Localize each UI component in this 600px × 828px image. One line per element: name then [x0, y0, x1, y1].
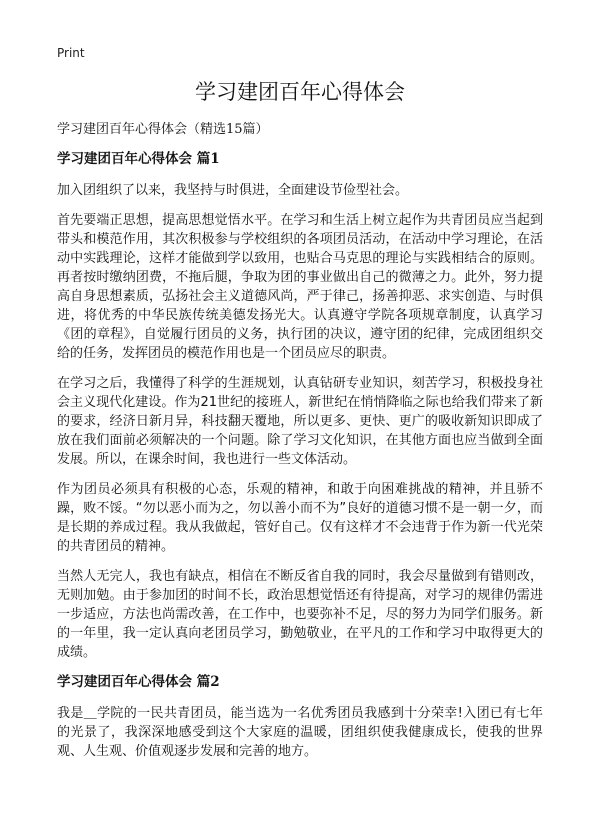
- paragraph: 我是＿学院的一民共青团员，能当选为一名优秀团员我感到十分荣幸!入团已有七年的光景了，我深深地感受到这个大家庭的温暖，团组织使我健康成长，使我的世界观、人生观、价值观逐步发展和完善的地方。: [57, 706, 543, 759]
- document-body: [57, 150, 543, 772]
- paragraph: 加入团组织了以来，我坚持与时俱进，全面建设节俭型社会。: [57, 183, 409, 198]
- paragraph: 首先要端正思想，提高思想觉悟水平。在学习和生活上树立起作为共青团员应当起到带头和模范作用，其次积极参与学校组织的各项团员活动，在活动中学习理论，在活动中实践理论，这样才能做到学以致用，也贴合马克思的理论与实践相结合的原则。再者按时缴纳团费，不拖后腿，争取为团的事业做出自己的微薄之力。此外，努力提高自身思想素质，弘扬社会主义道德风尚，严于律己，扬善抑恶、求实创造、与时俱进，将优秀的中华民族传统美德发扬光大。认真遵守学院各项规章制度，认真学习《团的章程》，自觉履行团员的义务，执行团的决议，遵守团的纪律，完成团组织交给的任务，发挥团员的模范作用也是一个团员应尽的职责。: [57, 213, 543, 361]
- paragraph: 在学习之后，我懂得了科学的生涯规划，认真钻研专业知识，刻苦学习，积极投身社会主义现代化建设。作为21世纪的接班人，新世纪在悄悄降临之际也给我们带来了新的要求，经济日新月异，科技翻天覆地，所以更多、更快、更广的吸收新知识即成了放在我们面前必须解决的一个问题。除了学习文化知识，在其他方面也应当做到全面发展。所以，在课余时间，我也进行一些文体活动。: [57, 376, 543, 467]
- section-heading: 学习建团百年心得体会 篇1: [57, 151, 220, 167]
- paragraph: 当然人无完人，我也有缺点，相信在不断反省自我的同时，我会尽量做到有错则改，无则加勉。由于参加团的时间不长，政治思想觉悟还有待提高，对学习的规律仍需进一步适应，方法也尚需改善，在工作中，也要弥补不足，尽的努力为同学们服务。新的一年里，我一定认真向老团员学习，勤勉敬业，在平凡的工作和学习中取得更大的成绩。: [57, 569, 543, 660]
- paragraph: 作为团员必须具有积极的心态，乐观的精神，和敢于向困难挑战的精神，并且骄不躁，败不馁。“勿以恶小而为之，勿以善小而不为”良好的道德习惯不是一朝一夕，而是长期的养成过程。我从我做起，管好自己。仅有这样才不会违背于作为新一代光荣的共青团员的精神。: [57, 482, 543, 554]
- section-1: [57, 150, 543, 662]
- document-subtitle: 学习建团百年心得体会（精选15篇）: [57, 122, 269, 137]
- section-2: [57, 673, 543, 761]
- page-title: 学习建团百年心得体会: [195, 80, 405, 104]
- print-link[interactable]: Print: [57, 46, 85, 60]
- section-heading: 学习建团百年心得体会 篇2: [57, 674, 220, 690]
